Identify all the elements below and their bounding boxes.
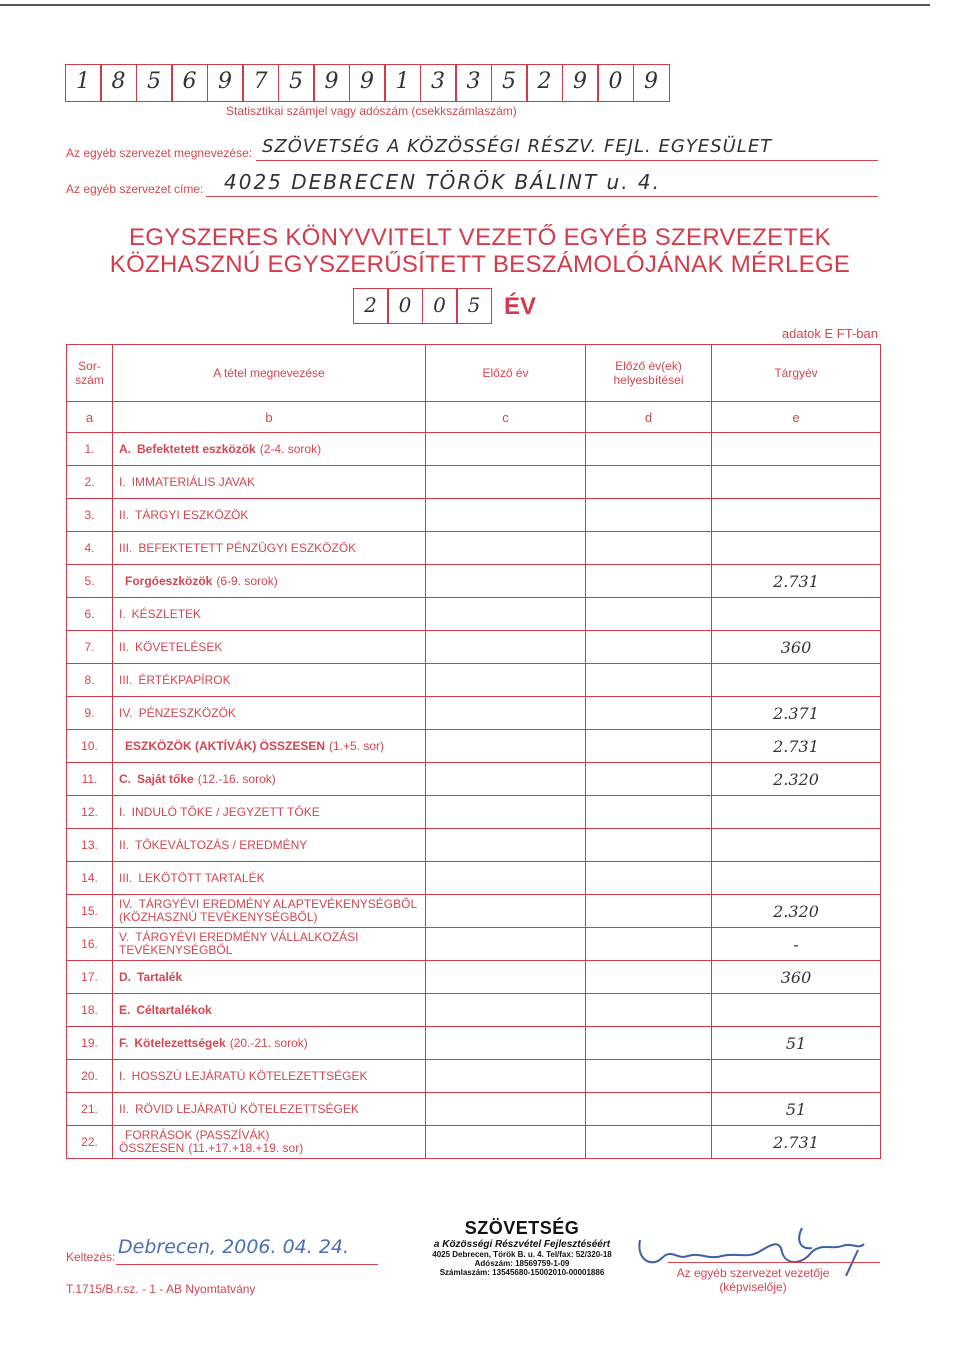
row-number: 1. (67, 433, 113, 466)
row-label: RÖVID LEJÁRATÚ KÖTELEZETTSÉGEK (135, 1101, 359, 1116)
row-label: ÉRTÉKPAPÍROK (138, 672, 231, 687)
col-letter-b: b (113, 402, 426, 433)
row-number: 22. (67, 1126, 113, 1159)
prev-year-cell (426, 1060, 586, 1093)
current-year-value (712, 499, 881, 532)
current-year-value: 2.320 (712, 763, 881, 796)
prev-year-cell (426, 433, 586, 466)
corrections-cell (586, 466, 712, 499)
title-line-2: KÖZHASZNÚ EGYSZERŰSÍTETT BESZÁMOLÓJÁNAK MÉRLEGE (109, 251, 851, 278)
row-item-name (113, 1027, 426, 1060)
row-number: 13. (67, 829, 113, 862)
organization-stamp (414, 1218, 630, 1277)
row-prefix: IV. (119, 897, 133, 911)
form-code: T.1715/B.r.sz. - 1 - AB Nyomtatvány (66, 1282, 256, 1296)
row-label: IMMATERIÁLIS JAVAK (131, 474, 256, 489)
year-digit: 5 (467, 293, 481, 317)
tax-id-digit: 5 (502, 69, 516, 94)
table-row (67, 961, 881, 994)
col-letter-c: c (426, 402, 586, 433)
corrections-cell (586, 895, 712, 928)
row-suffix: (12.-16. sorok) (197, 771, 276, 786)
row-label: TÁRGYÉVI EREDMÉNY VÁLLALKOZÁSI TEVÉKENYSÉGBŐL (119, 930, 359, 957)
table-row (67, 1027, 881, 1060)
prev-year-cell (426, 697, 586, 730)
col-header-row-number: Sor- szám (67, 345, 113, 402)
row-prefix: IV. (119, 705, 133, 720)
row-number: 19. (67, 1027, 113, 1060)
row-label: Befektetett eszközök (137, 441, 256, 456)
row-label: Forgóeszközök (125, 573, 213, 588)
row-prefix: II. (119, 507, 130, 522)
stamp-line-3: Adószám: 18569759-1-09 (474, 1259, 570, 1268)
prev-year-cell (426, 730, 586, 763)
tax-id-digit-box (242, 64, 279, 102)
year-digit: 2 (364, 293, 377, 317)
prev-year-cell (426, 862, 586, 895)
corrections-cell (586, 1027, 712, 1060)
row-label: TÁRGYÉVI EREDMÉNY ALAPTEVÉKENYSÉGBŐL (KÖZHASZNÚ TEVÉKENYSÉGBŐL) (119, 897, 417, 924)
tax-id-caption: Statisztikai számjel vagy adószám (csekkszámlaszám) (226, 104, 517, 118)
row-label: FORRÁSOK (PASSZÍVÁK) ÖSSZESEN (119, 1128, 270, 1155)
tax-id-digit-box (562, 64, 599, 102)
row-prefix: I. (119, 1068, 126, 1083)
tax-id-digit-box (65, 64, 102, 102)
prev-year-cell (426, 664, 586, 697)
org-address-underline (206, 196, 878, 197)
year-boxes (354, 288, 492, 324)
current-year-value (712, 1060, 881, 1093)
corrections-cell (586, 961, 712, 994)
tax-id-digit-box (313, 64, 350, 102)
row-number: 10. (67, 730, 113, 763)
row-prefix: I. (119, 606, 126, 621)
table-row (67, 829, 881, 862)
row-prefix: I. (119, 804, 126, 819)
prev-year-cell (426, 631, 586, 664)
tax-id-digit-box (349, 64, 386, 102)
prev-year-cell (426, 763, 586, 796)
unit-note: adatok E FT-ban (781, 326, 878, 341)
tax-id-digit-box (100, 64, 137, 102)
prev-year-cell (426, 829, 586, 862)
current-year-value: - (712, 928, 881, 961)
tax-id-digit: 0 (608, 69, 623, 94)
row-prefix: V. (119, 930, 130, 944)
tax-id-digit-box (526, 64, 563, 102)
row-suffix: (11.+17.+18.+19. sor) (188, 1141, 304, 1155)
row-label: LEKÖTÖTT TARTALÉK (138, 870, 265, 885)
row-item-name (113, 730, 426, 763)
row-item-name (113, 1126, 426, 1159)
row-label: KÉSZLETEK (131, 606, 202, 621)
corrections-cell (586, 862, 712, 895)
tax-id-digit-box (597, 64, 634, 102)
prev-year-cell (426, 928, 586, 961)
balance-sheet-table (66, 344, 881, 1159)
row-number: 15. (67, 895, 113, 928)
row-item-name (113, 994, 426, 1027)
row-number: 14. (67, 862, 113, 895)
table-row (67, 763, 881, 796)
stamp-line-2: 4025 Debrecen, Török B. u. 4. Tel/fax: 52/320-18 (432, 1250, 612, 1259)
tax-id-digit: 9 (218, 69, 232, 94)
table-row (67, 466, 881, 499)
tax-id-digit: 3 (431, 69, 445, 94)
current-year-value: 360 (712, 961, 881, 994)
current-year-value (712, 466, 881, 499)
tax-id-digit: 1 (76, 69, 90, 94)
row-item-name (113, 532, 426, 565)
row-item-name (113, 1060, 426, 1093)
row-item-name (113, 499, 426, 532)
prev-year-cell (426, 1093, 586, 1126)
row-suffix: (2-4. sorok) (259, 441, 322, 456)
table-row (67, 499, 881, 532)
row-prefix: E. (119, 1002, 131, 1017)
row-label: Céltartalékok (136, 1002, 212, 1017)
tax-id-digit-box (491, 64, 528, 102)
row-item-name (113, 895, 426, 928)
org-address-label: Az egyéb szervezet címe: (66, 182, 204, 196)
date-label: Keltezés: (66, 1250, 116, 1264)
org-name-value: SZÖVETSÉG A KÖZÖSSÉGI RÉSZV. FEJL. EGYESÜLET (262, 136, 773, 157)
corrections-cell (586, 763, 712, 796)
row-number: 18. (67, 994, 113, 1027)
col-letter-e: e (712, 402, 881, 433)
org-name-underline (256, 160, 878, 161)
row-prefix: III. (119, 870, 133, 885)
row-item-name (113, 433, 426, 466)
tax-id-digit: 8 (111, 69, 126, 94)
row-prefix: F. (119, 1035, 129, 1050)
tax-id-digit-box (207, 64, 244, 102)
table-row (67, 631, 881, 664)
corrections-cell (586, 796, 712, 829)
prev-year-cell (426, 1126, 586, 1159)
year-digit-box (387, 288, 423, 324)
table-row (67, 928, 881, 961)
row-label: TŐKEVÁLTOZÁS / EREDMÉNY (135, 837, 308, 852)
row-label: HOSSZÚ LEJÁRATÚ KÖTELEZETTSÉGEK (131, 1068, 368, 1083)
row-suffix: (20.-21. sorok) (229, 1035, 308, 1050)
table-row (67, 895, 881, 928)
table-row (67, 433, 881, 466)
row-prefix: III. (119, 540, 133, 555)
col-header-item-name: A tétel megnevezése (113, 345, 426, 402)
tax-id-digit: 3 (466, 69, 481, 94)
tax-id-digit: 9 (324, 69, 339, 94)
year-digit: 0 (398, 293, 412, 317)
row-label: PÉNZESZKÖZÖK (138, 705, 236, 720)
row-item-name (113, 961, 426, 994)
table-row (67, 598, 881, 631)
signature-underline (668, 1262, 880, 1263)
top-rule (0, 4, 930, 6)
row-prefix: C. (119, 771, 131, 786)
row-prefix: II. (119, 639, 130, 654)
prev-year-cell (426, 961, 586, 994)
year-digit: 0 (433, 293, 446, 317)
row-number: 7. (67, 631, 113, 664)
row-label: INDULÓ TŐKE / JEGYZETT TŐKE (131, 804, 320, 819)
table-row (67, 1060, 881, 1093)
row-prefix: I. (119, 474, 126, 489)
row-item-name (113, 664, 426, 697)
row-label: BEFEKTETETT PÉNZÜGYI ESZKÖZÖK (138, 540, 357, 555)
tax-id-digit: 1 (395, 69, 410, 94)
current-year-value (712, 994, 881, 1027)
row-item-name (113, 763, 426, 796)
current-year-value: 2.731 (712, 730, 881, 763)
prev-year-cell (426, 565, 586, 598)
year-digit-box (422, 288, 458, 324)
table-row (67, 994, 881, 1027)
year-digit-box (353, 288, 389, 324)
row-label: Kötelezettségek (134, 1035, 226, 1050)
row-item-name (113, 697, 426, 730)
col-header-previous-year: Előző év (426, 345, 586, 402)
row-suffix: (1.+5. sor) (329, 738, 385, 753)
row-item-name (113, 796, 426, 829)
corrections-cell (586, 499, 712, 532)
row-number: 3. (67, 499, 113, 532)
table-row (67, 664, 881, 697)
year-label: ÉV (504, 293, 537, 320)
tax-id-digit-box (278, 64, 315, 102)
row-prefix: II. (119, 837, 130, 852)
current-year-value: 2.371 (712, 697, 881, 730)
row-prefix: A. (119, 441, 131, 456)
prev-year-cell (426, 1027, 586, 1060)
tax-id-digit: 6 (182, 69, 197, 94)
table-row (67, 1093, 881, 1126)
date-value: Debrecen, 2006. 04. 24. (118, 1236, 350, 1258)
current-year-value: 51 (712, 1027, 881, 1060)
row-prefix: III. (119, 672, 133, 687)
tax-id-digit-box (455, 64, 492, 102)
row-number: 4. (67, 532, 113, 565)
stamp-line-1: a Közösségi Részvétel Fejlesztéséért (433, 1239, 611, 1250)
corrections-cell (586, 1060, 712, 1093)
row-item-name (113, 862, 426, 895)
row-item-name (113, 829, 426, 862)
current-year-value (712, 598, 881, 631)
row-label: TÁRGYI ESZKÖZÖK (135, 507, 249, 522)
current-year-value: 360 (712, 631, 881, 664)
corrections-cell (586, 730, 712, 763)
prev-year-cell (426, 499, 586, 532)
tax-id-digit-box (136, 64, 173, 102)
row-prefix: II. (119, 1101, 130, 1116)
row-label: KÖVETELÉSEK (135, 639, 223, 654)
row-item-name (113, 598, 426, 631)
org-address-value: 4025 DEBRECEN TÖRÖK BÁLINT u. 4. (224, 170, 661, 194)
table-row (67, 565, 881, 598)
col-header-current-year: Tárgyév (712, 345, 881, 402)
tax-id-digit: 9 (644, 69, 658, 94)
year-digit-box (456, 288, 492, 324)
current-year-value (712, 433, 881, 466)
row-item-name (113, 1093, 426, 1126)
row-number: 17. (67, 961, 113, 994)
row-item-name (113, 466, 426, 499)
prev-year-cell (426, 532, 586, 565)
row-prefix: D. (119, 969, 131, 984)
stamp-line-4: Számlaszám: 13545680-15002010-00001886 (439, 1268, 605, 1277)
org-name-label: Az egyéb szervezet megnevezése: (66, 146, 253, 160)
corrections-cell (586, 598, 712, 631)
current-year-value: 51 (712, 1093, 881, 1126)
row-label: Tartalék (137, 969, 183, 984)
corrections-cell (586, 697, 712, 730)
tax-id-digit-box (384, 64, 421, 102)
corrections-cell (586, 433, 712, 466)
corrections-cell (586, 565, 712, 598)
current-year-value (712, 532, 881, 565)
tax-id-digit: 5 (289, 69, 303, 94)
signer-label: Az egyéb szervezet vezetője (képviselője) (676, 1266, 830, 1294)
prev-year-cell (426, 796, 586, 829)
corrections-cell (586, 994, 712, 1027)
title-line-1: EGYSZERES KÖNYVVITELT VEZETŐ EGYÉB SZERVEZETEK (129, 224, 831, 251)
tax-id-digit: 9 (360, 69, 374, 94)
tax-id-boxes (66, 64, 670, 102)
row-number: 6. (67, 598, 113, 631)
corrections-cell (586, 631, 712, 664)
row-number: 12. (67, 796, 113, 829)
row-item-name (113, 631, 426, 664)
date-underline (116, 1264, 378, 1265)
row-number: 20. (67, 1060, 113, 1093)
current-year-value (712, 862, 881, 895)
prev-year-cell (426, 466, 586, 499)
row-number: 5. (67, 565, 113, 598)
row-number: 16. (67, 928, 113, 961)
row-number: 9. (67, 697, 113, 730)
table-row (67, 532, 881, 565)
table-row (67, 796, 881, 829)
table-row (67, 730, 881, 763)
row-number: 21. (67, 1093, 113, 1126)
prev-year-cell (426, 598, 586, 631)
tax-id-digit: 2 (537, 69, 552, 94)
current-year-value (712, 796, 881, 829)
row-label: Saját tőke (137, 771, 194, 786)
tax-id-digit: 5 (147, 69, 161, 94)
corrections-cell (586, 1093, 712, 1126)
row-number: 2. (67, 466, 113, 499)
prev-year-cell (426, 895, 586, 928)
row-suffix: (6-9. sorok) (216, 573, 278, 588)
row-number: 8. (67, 664, 113, 697)
tax-id-digit-box (420, 64, 457, 102)
corrections-cell (586, 928, 712, 961)
current-year-value: 2.731 (712, 565, 881, 598)
row-item-name (113, 928, 426, 961)
table-row (67, 862, 881, 895)
corrections-cell (586, 829, 712, 862)
tax-id-digit-box (633, 64, 670, 102)
tax-id-digit-box (171, 64, 208, 102)
current-year-value (712, 664, 881, 697)
corrections-cell (586, 532, 712, 565)
stamp-title: SZÖVETSÉG (464, 1218, 580, 1238)
corrections-cell (586, 664, 712, 697)
col-letter-d: d (586, 402, 712, 433)
current-year-value: 2.320 (712, 895, 881, 928)
corrections-cell (586, 1126, 712, 1159)
tax-id-digit: 9 (573, 69, 587, 94)
col-letter-a: a (67, 402, 113, 433)
current-year-value (712, 829, 881, 862)
table-row (67, 1126, 881, 1159)
row-label: ESZKÖZÖK (AKTÍVÁK) ÖSSZESEN (125, 738, 326, 753)
current-year-value: 2.731 (712, 1126, 881, 1159)
row-number: 11. (67, 763, 113, 796)
row-item-name (113, 565, 426, 598)
table-row (67, 697, 881, 730)
col-header-corrections: Előző év(ek) helyesbítései (586, 345, 712, 402)
tax-id-digit: 7 (253, 69, 268, 94)
prev-year-cell (426, 994, 586, 1027)
